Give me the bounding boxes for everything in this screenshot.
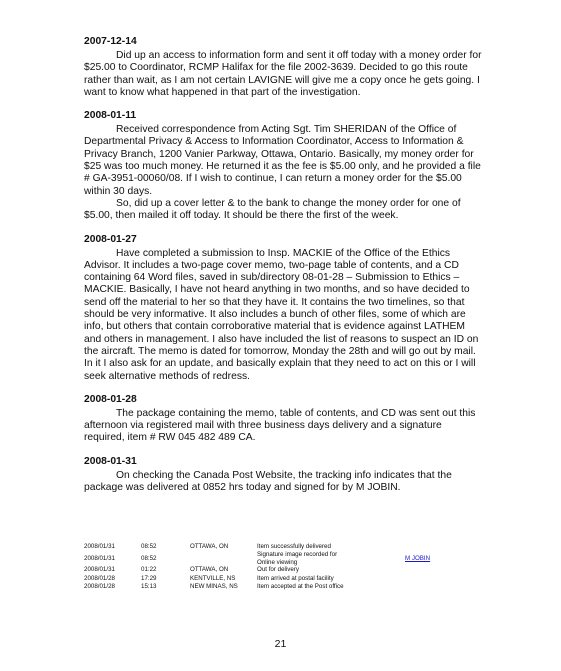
tracking-time: 08:52: [141, 543, 157, 550]
entry-paragraph: The package containing the memo, table of contents, and CD was sent out this afternoon via registered mail with three business days delivery and a signature required, item # RW 045 482 489 CA.: [84, 407, 476, 444]
tracking-table: [84, 543, 464, 592]
journal-entry: [84, 394, 484, 445]
entry-date: 2007-12-14: [84, 36, 137, 47]
entry-date: 2008-01-27: [84, 233, 137, 245]
tracking-description: Item arrived at postal facility: [257, 574, 334, 582]
tracking-date: 2008/01/31: [84, 543, 115, 550]
entry-date: 2008-01-28: [84, 393, 137, 405]
entry-date: 2008-01-11: [84, 110, 137, 122]
entry-paragraph: Have completed a submission to Insp. MACKIE of the Office of the Ethics Advisor. It includes a two-page cover memo, two-page table of contents, and a CD containing 64 Word files, saved in sub/directory 08-01-28 – Submission to Ethics – MACKIE. Basically, I have not heard anything in two months, and so have decided to send off the material to her so that they have it. It contains the two timelines, so that should be very informative. It also includes a bunch of other files, some of which are info, but others that contain corroborative material that is evidence against LATHEM and others in management. I also have included the list of reasons to suspect an ID on the aircraft. The memo is dated for tomorrow, Monday the 28th and will go out by mail. In it I also ask for an update, and basically explain that they need to act on this or I will seek alternative methods of redress.: [84, 247, 479, 382]
entry-date: 2008-01-31: [84, 455, 137, 467]
tracking-row: [84, 551, 464, 566]
journal-content: [84, 36, 484, 505]
tracking-time: 17:29: [141, 574, 157, 582]
tracking-description: Item successfully delivered: [257, 543, 331, 550]
journal-entry: [84, 234, 484, 383]
entry-paragraph: On checking the Canada Post Website, the tracking info indicates that the package was delivered at 0852 hrs today and signed for by M JOBIN.: [84, 469, 452, 494]
tracking-location: OTTAWA, ON: [190, 566, 229, 574]
entry-paragraph: Received correspondence from Acting Sgt. Tim SHERIDAN of the Office of Departmental Privacy & Access to Information Coordinator, Access to Information & Privacy Branch, 1200 Vanier Parkway, Ottawa, Ontario. Basically, my money order for $25 was too much money. He returned it as the fee is $5.00 only, and he provided a file # GA-3951-00060/08. If I wish to continue, I can return a money order for the $5.00 within 30 days.: [84, 124, 481, 197]
tracking-date: 2008/01/28: [84, 574, 115, 582]
tracking-row: [84, 543, 464, 551]
tracking-row: [84, 566, 464, 574]
tracking-date: 2008/01/28: [84, 583, 115, 591]
tracking-description: Out for delivery: [257, 566, 299, 574]
tracking-row: [84, 583, 464, 591]
entry-paragraph: Did up an access to information form and sent it off today with a money order for $25.00 to Coordinator, RCMP Halifax for the file 2002-3639. Decided to go this route rather than wait, as I am not certain LAVIGNE will give me a copy once he gets going. I want to know what happened in that part of the investigation.: [84, 50, 482, 98]
tracking-time: 15:13: [141, 583, 157, 591]
tracking-description: Item accepted at the Post office: [257, 583, 344, 591]
tracking-location: KENTVILLE, NS: [190, 574, 236, 582]
entry-paragraph: So, did up a cover letter & to the bank to change the money order for one of $5.00, then mailed it off today. It should be there the first of the week.: [84, 197, 461, 222]
signature-link[interactable]: M JOBIN: [405, 555, 431, 563]
page-number: 21: [274, 638, 287, 650]
tracking-time: 01:22: [141, 566, 157, 574]
tracking-date: 2008/01/31: [84, 566, 115, 574]
tracking-date: 2008/01/31: [84, 555, 115, 563]
tracking-time: 08:52: [141, 555, 157, 563]
tracking-location: NEW MINAS, NS: [190, 583, 238, 591]
journal-entry: [84, 110, 484, 222]
tracking-description: Signature image recorded for Online viewing: [257, 551, 338, 566]
journal-entry: [84, 36, 484, 99]
tracking-location: OTTAWA, ON: [190, 543, 229, 550]
tracking-row: [84, 575, 464, 583]
journal-entry: [84, 456, 484, 495]
